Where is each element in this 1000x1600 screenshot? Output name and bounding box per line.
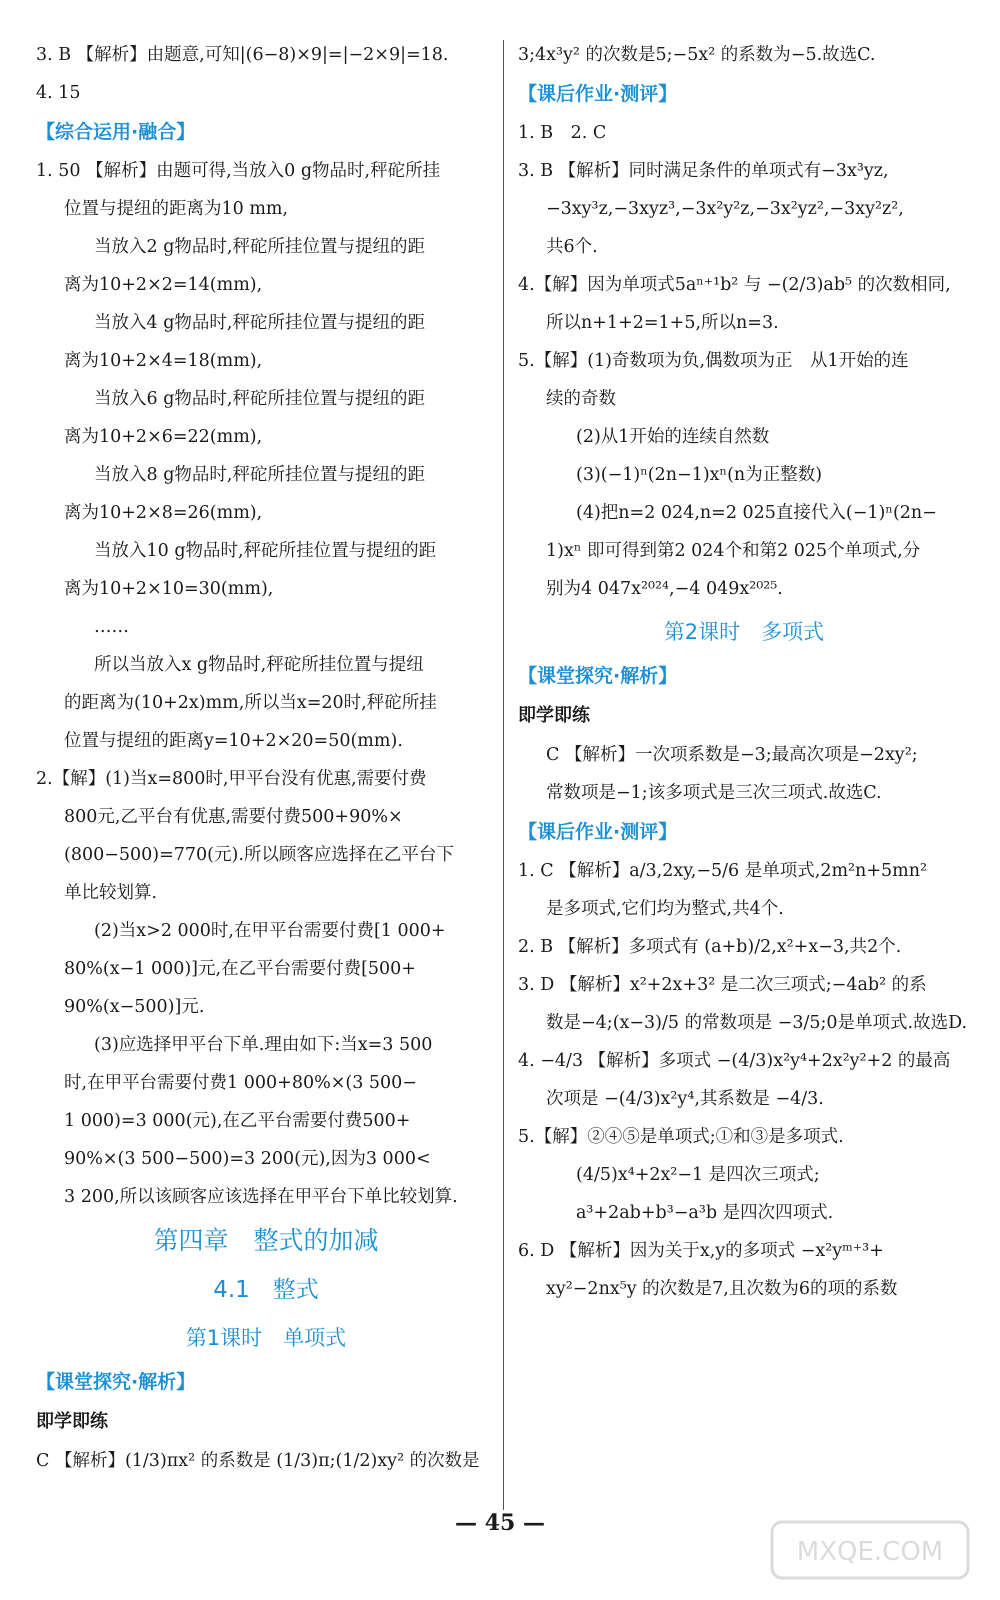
right-line-10: (2)从1开始的连续自然数 bbox=[576, 427, 770, 447]
left-line-23: (2)当x>2 000时,在甲平台需要付费[1 000+ bbox=[94, 921, 446, 941]
right-line-11: (3)(−1)ⁿ(2n−1)xⁿ(n为正整数) bbox=[576, 465, 823, 485]
right-line-16: 【课堂探究·解析】 bbox=[518, 665, 678, 687]
right-line-27: 次项是 −(4/3)x²y⁴,其系数是 −4/3. bbox=[546, 1089, 824, 1109]
right-line-25: 数是−4;(x−3)/5 的常数项是 −3/5;0是单项式.故选D. bbox=[546, 1013, 968, 1033]
left-line-7: 当放入4 g物品时,秤砣所挂位置与提纽的距 bbox=[94, 313, 425, 333]
right-line-24: 3. D 【解析】x²+2x+3² 是二次三项式;−4ab² 的系 bbox=[518, 975, 927, 995]
left-line-17: 的距离为(10+2x)mm,所以当x=20时,秤砣所挂 bbox=[64, 693, 437, 713]
left-column bbox=[36, 36, 496, 1480]
left-line-26: (3)应选择甲平台下单.理由如下:当x=3 500 bbox=[94, 1035, 433, 1055]
left-line-29: 90%×(3 500−500)=3 200(元),因为3 000< bbox=[64, 1149, 431, 1169]
left-line-33: 第1课时 单项式 bbox=[185, 1326, 347, 1350]
right-line-19: 常数项是−1;该多项式是三次三项式.故选C. bbox=[546, 783, 882, 803]
left-line-25: 90%(x−500)]元. bbox=[64, 997, 205, 1017]
right-line-22: 是多项式,它们均为整式,共4个. bbox=[546, 899, 784, 919]
left-line-9: 当放入6 g物品时,秤砣所挂位置与提纽的距 bbox=[94, 389, 425, 409]
page-number: — 45 — bbox=[455, 1510, 545, 1536]
left-line-8: 离为10+2×4=18(mm), bbox=[64, 351, 263, 371]
right-line-15: 第2课时 多项式 bbox=[663, 620, 825, 644]
left-line-27: 时,在甲平台需要付费1 000+80%×(3 500− bbox=[64, 1073, 417, 1093]
right-line-6: 4.【解】因为单项式5aⁿ⁺¹b² 与 −(2/3)ab⁵ 的次数相同, bbox=[518, 275, 951, 295]
right-line-20: 【课后作业·测评】 bbox=[518, 821, 678, 843]
left-line-31: 第四章 整式的加减 bbox=[153, 1226, 379, 1255]
left-line-30: 3 200,所以该顾客应该选择在甲平台下单比较划算. bbox=[64, 1187, 458, 1207]
left-line-19: 2.【解】(1)当x=800时,甲平台没有优惠,需要付费 bbox=[36, 769, 427, 789]
left-line-1: 4. 15 bbox=[36, 83, 81, 103]
left-line-36: C 【解析】(1/3)πx² 的系数是 (1/3)π;(1/2)xy² 的次数是 bbox=[36, 1451, 480, 1471]
left-line-6: 离为10+2×2=14(mm), bbox=[64, 275, 263, 295]
right-line-13: 1)xⁿ 即可得到第2 024个和第2 025个单项式,分 bbox=[546, 541, 921, 561]
left-line-20: 800元,乙平台有优惠,需要付费500+90%× bbox=[64, 807, 403, 827]
right-line-32: xy²−2nx⁵y 的次数是7,且次数为6的项的系数 bbox=[546, 1279, 898, 1299]
right-line-14: 别为4 047x²⁰²⁴,−4 049x²⁰²⁵. bbox=[546, 579, 783, 599]
left-line-13: 当放入10 g物品时,秤砣所挂位置与提纽的距 bbox=[94, 541, 437, 561]
left-line-32: 4.1 整式 bbox=[213, 1277, 319, 1303]
column-divider bbox=[503, 40, 504, 1510]
watermark-text: MXQE.COM bbox=[796, 1537, 944, 1567]
left-line-14: 离为10+2×10=30(mm), bbox=[64, 579, 274, 599]
right-line-18: C 【解析】一次项系数是−3;最高次项是−2xy²; bbox=[546, 745, 918, 765]
left-line-11: 当放入8 g物品时,秤砣所挂位置与提纽的距 bbox=[94, 465, 425, 485]
right-line-5: 共6个. bbox=[546, 237, 598, 257]
left-line-34: 【课堂探究·解析】 bbox=[36, 1371, 196, 1393]
left-line-4: 位置与提纽的距离为10 mm, bbox=[64, 199, 289, 219]
right-line-3: 3. B 【解析】同时满足条件的单项式有−3x³yz, bbox=[518, 161, 889, 181]
right-line-1: 【课后作业·测评】 bbox=[518, 83, 678, 105]
right-line-29: (4/5)x⁴+2x²−1 是四次三项式; bbox=[576, 1165, 820, 1185]
right-line-4: −3xy³z,−3xyz³,−3x²y²z,−3x²yz²,−3xy²z², bbox=[546, 199, 904, 219]
left-line-35: 即学即练 bbox=[36, 1411, 108, 1432]
right-line-2: 1. B 2. C bbox=[518, 123, 607, 143]
left-line-21: (800−500)=770(元).所以顾客应选择在乙平台下 bbox=[64, 845, 454, 865]
right-line-0: 3;4x³y² 的次数是5;−5x² 的系数为−5.故选C. bbox=[518, 45, 876, 65]
left-line-28: 1 000)=3 000(元),在乙平台需要付费500+ bbox=[64, 1111, 411, 1131]
left-line-5: 当放入2 g物品时,秤砣所挂位置与提纽的距 bbox=[94, 237, 425, 257]
right-line-21: 1. C 【解析】a/3,2xy,−5/6 是单项式,2m²n+5mn² bbox=[518, 861, 928, 881]
left-line-24: 80%(x−1 000)]元,在乙平台需要付费[500+ bbox=[64, 959, 416, 979]
left-line-12: 离为10+2×8=26(mm), bbox=[64, 503, 263, 523]
right-line-9: 续的奇数 bbox=[546, 389, 616, 409]
right-line-12: (4)把n=2 024,n=2 025直接代入(−1)ⁿ(2n− bbox=[576, 503, 937, 523]
left-line-3: 1. 50 【解析】由题可得,当放入0 g物品时,秤砣所挂 bbox=[36, 161, 441, 181]
left-line-18: 位置与提纽的距离y=10+2×20=50(mm). bbox=[64, 731, 403, 751]
right-line-30: a³+2ab+b³−a³b 是四次四项式. bbox=[576, 1203, 834, 1223]
right-line-8: 5.【解】(1)奇数项为负,偶数项为正 从1开始的连 bbox=[518, 351, 909, 371]
right-line-7: 所以n+1+2=1+5,所以n=3. bbox=[546, 313, 779, 333]
right-line-23: 2. B 【解析】多项式有 (a+b)/2,x²+x−3,共2个. bbox=[518, 937, 902, 957]
left-line-22: 单比较划算. bbox=[64, 883, 158, 903]
right-line-26: 4. −4/3 【解析】多项式 −(4/3)x²y⁴+2x²y²+2 的最高 bbox=[518, 1051, 951, 1071]
watermark-logo bbox=[770, 1520, 970, 1580]
right-line-31: 6. D 【解析】因为关于x,y的多项式 −x²yᵐ⁺³+ bbox=[518, 1241, 884, 1261]
right-line-17: 即学即练 bbox=[518, 705, 590, 726]
left-line-10: 离为10+2×6=22(mm), bbox=[64, 427, 263, 447]
right-column bbox=[518, 36, 970, 1308]
left-line-16: 所以当放入x g物品时,秤砣所挂位置与提纽 bbox=[94, 655, 424, 675]
left-line-15: …… bbox=[94, 617, 129, 637]
right-line-28: 5.【解】②④⑤是单项式;①和③是多项式. bbox=[518, 1127, 844, 1147]
left-line-0: 3. B 【解析】由题意,可知|(6−8)×9|=|−2×9|=18. bbox=[36, 45, 449, 65]
left-line-2: 【综合运用·融合】 bbox=[36, 121, 196, 143]
